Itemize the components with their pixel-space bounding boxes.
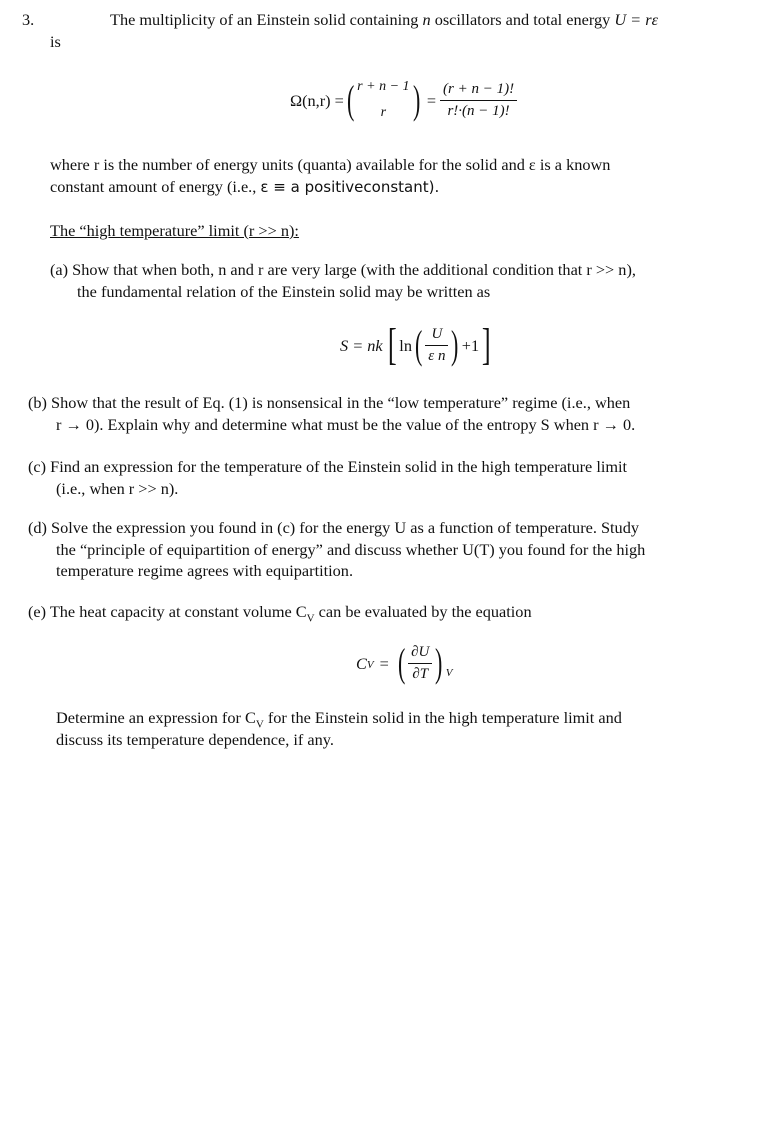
binomial (357, 74, 409, 126)
part-a-line-1: (a) Show that when both, n and r are very large (with the additional condition that r >> n), (50, 260, 636, 279)
heat-capacity-equation (356, 636, 452, 690)
part-a-line-2: the fundamental relation of the Einstein solid may be written as (77, 282, 491, 301)
intro-text-2: oscillators and total energy (434, 10, 611, 29)
part-b-line-1: (b) Show that the result of Eq. (1) is nonsensical in the “low temperature” regime (i.e., when (28, 393, 631, 412)
part-d-line-1: (d) Solve the expression you found in (c) for the energy U as a function of temperature. Study (28, 518, 639, 537)
cv-lhs: C (356, 653, 367, 673)
cv-paren-right: ) (435, 640, 443, 685)
binom-top: r + n − 1 (357, 79, 410, 94)
where-text: constant amount of energy (i.e., (50, 177, 257, 196)
epsilon-definition: ε ≡ a positiveconstant). (260, 178, 440, 196)
U-over-epsilon-n (425, 324, 448, 367)
fraction-denominator: r!·(n − 1)! (440, 100, 517, 122)
part-e-sub: V (306, 612, 315, 625)
part-e-line-1 (28, 601, 532, 629)
intro-n: n (422, 10, 431, 29)
entropy-lhs: S = nk (340, 335, 383, 355)
multiplicity-equation (290, 70, 517, 130)
dU-dT (408, 642, 432, 685)
part-c-line-1: (c) Find an expression for the temperature of the Einstein solid in the high temperature limit (28, 457, 628, 476)
problem-number: 3. (22, 10, 35, 29)
where-line-2 (50, 176, 439, 198)
part-e-text: (e) The heat capacity at constant volume C (28, 602, 307, 621)
ln-text: ln (399, 335, 412, 355)
bracket-left: [ (387, 320, 397, 369)
plus-one: +1 (461, 335, 480, 355)
part-e-after-2: discuss its temperature dependence, if any. (56, 730, 334, 749)
cv-const-sub: V (445, 667, 453, 679)
ln-paren-right: ) (451, 322, 459, 367)
part-e-after-text: Determine an expression for C (56, 708, 256, 727)
part-b-line-2: r → 0). Explain why and determine what must be the value of the entropy S when r → 0. (56, 415, 636, 434)
paren-right: ) (412, 77, 420, 122)
equal-sign: = (426, 90, 437, 110)
cv-lhs-sub: V (366, 659, 374, 671)
part-d-line-2: the “principle of equipartition of energy” and discuss whether U(T) you found for the high (56, 540, 646, 559)
omega-lhs: Ω(n,r) = (290, 90, 344, 110)
cv-paren-left: ( (397, 640, 406, 685)
part-e-after-text-end: for the Einstein solid in the high temperature limit and (267, 708, 622, 727)
intro-line-2: is (50, 32, 61, 51)
intro-U-eq: U = rε (614, 10, 658, 29)
cv-equal: = (379, 653, 389, 673)
fraction-numerator: (r + n − 1)! (443, 80, 515, 97)
frac-U: U (431, 325, 443, 342)
bracket-right: ] (482, 320, 491, 369)
dT: ∂T (408, 663, 432, 685)
intro-text-1: The multiplicity of an Einstein solid containing (110, 10, 419, 29)
part-e-text-end: can be evaluated by the equation (318, 602, 532, 621)
frac-epsilon-n: ε n (425, 345, 448, 367)
binom-bottom: r (380, 105, 387, 120)
factorial-fraction (440, 79, 517, 122)
dU: ∂U (411, 643, 430, 660)
paren-left: ( (346, 77, 355, 122)
ln-paren-left: ( (414, 322, 423, 367)
where-line-1: where r is the number of energy units (quanta) available for the solid and ε is a known (50, 155, 611, 174)
entropy-equation (340, 318, 494, 372)
part-e-after-sub: V (255, 718, 264, 731)
section-title: The “high temperature” limit (r >> n): (50, 221, 299, 240)
part-d-line-3: temperature regime agrees with equipartition. (56, 561, 354, 580)
intro-line (110, 9, 658, 30)
part-c-line-2: (i.e., when r >> n). (56, 479, 179, 498)
